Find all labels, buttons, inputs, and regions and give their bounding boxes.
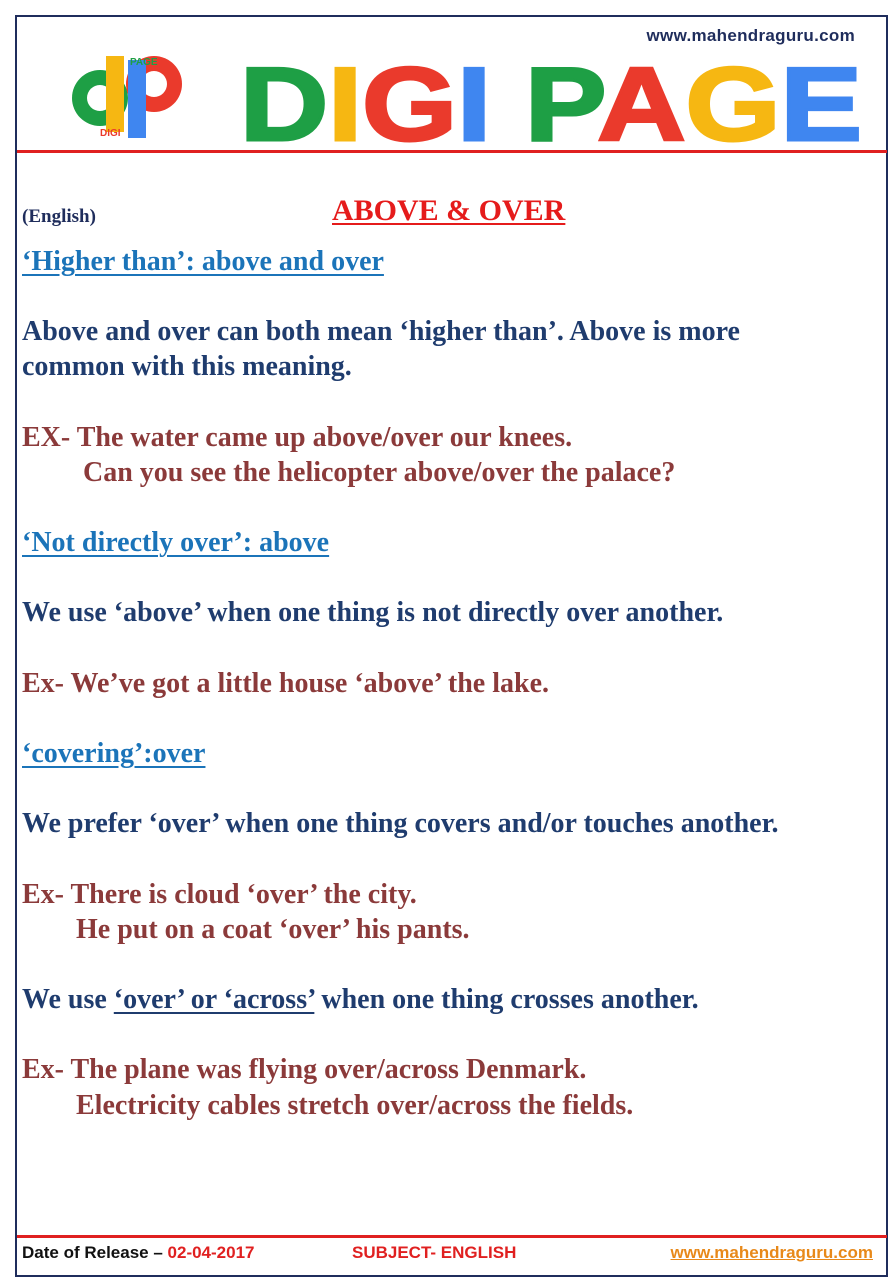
banner-letter: D [240, 52, 316, 148]
banner-letter: P [524, 52, 587, 148]
banner-letter: A [597, 52, 673, 148]
footer-site-url[interactable]: www.mahendraguru.com [670, 1243, 873, 1262]
section3-body-line1: We prefer ‘over’ when one thing covers and/or touches another. [22, 808, 779, 839]
logo-top-word: PAGE [130, 57, 158, 68]
header-site-url[interactable]: www.mahendraguru.com [646, 26, 855, 45]
section1-body-line2: common with this meaning. [22, 351, 352, 382]
language-tag: (English) [22, 206, 96, 227]
logo-bottom-word: DIGI [100, 128, 121, 139]
subject-label: SUBJECT- ENGLISH [352, 1243, 517, 1262]
header-divider [17, 150, 887, 153]
digi-page-banner [240, 52, 870, 148]
section3-body2-underlined: ‘over’ or ‘across’ [113, 984, 315, 1015]
banner-letter: I [457, 52, 487, 148]
banner-letter: G [362, 52, 444, 148]
section3-example-line1: Ex- There is cloud ‘over’ the city. [22, 879, 417, 910]
section3-body2-suffix: when one thing crosses another. [314, 984, 699, 1015]
svg-text:DIGI PAGE [240, 52, 862, 148]
section1-example-line2: Can you see the helicopter above/over the palace? [83, 457, 676, 488]
logo-p-stem [128, 60, 146, 138]
section3-body2-prefix: We use [22, 984, 114, 1015]
section-heading-higher-than: ‘Higher than’: above and over [22, 246, 384, 277]
section-heading-not-directly-over: ‘Not directly over’: above [22, 527, 330, 558]
digi-page-logo [62, 54, 197, 144]
release-date: Date of Release – 02-04-2017 [22, 1243, 255, 1262]
section3-body2 [22, 982, 699, 1017]
section3-example-line2: He put on a coat ‘over’ his pants. [76, 914, 470, 945]
logo-d-stem [106, 56, 124, 132]
release-date-value: 02-04-2017 [167, 1243, 255, 1262]
section2-example-line1: Ex- We’ve got a little house ‘above’ the lake. [22, 668, 550, 699]
page-title: ABOVE & OVER [332, 194, 566, 227]
release-date-label: Date of Release [22, 1243, 149, 1262]
section3-example2-line2: Electricity cables stretch over/across the fields. [76, 1090, 634, 1121]
footer-divider [17, 1235, 887, 1238]
section1-body-line1: Above and over can both mean ‘higher than’. Above is more [22, 316, 740, 347]
banner-letter: G [685, 52, 767, 148]
section3-example2-line1: Ex- The plane was flying over/across Denmark. [22, 1054, 587, 1085]
banner-letter: I [328, 52, 358, 148]
section-heading-covering: ‘covering’:over [22, 738, 206, 769]
section1-example-line1: EX- The water came up above/over our knees. [22, 422, 573, 453]
banner-letter: E [780, 52, 850, 148]
section2-body-line1: We use ‘above’ when one thing is not directly over another. [22, 597, 724, 628]
